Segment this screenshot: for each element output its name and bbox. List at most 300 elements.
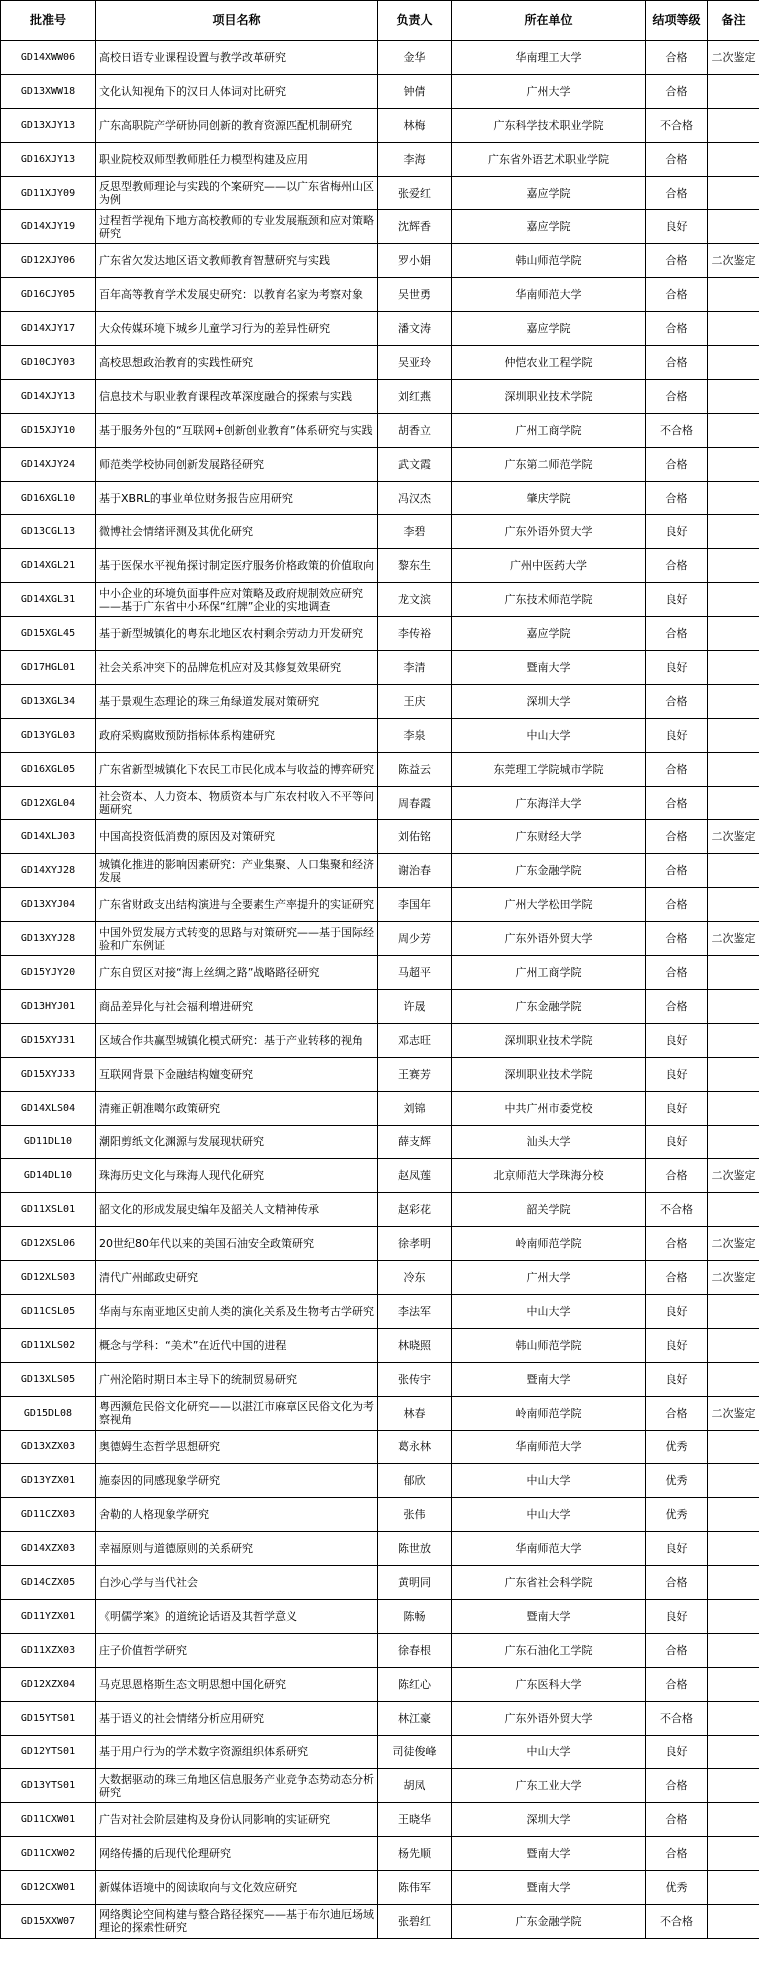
cell-approval-number: GD13XYJ04	[1, 888, 96, 922]
table-row	[1, 1464, 759, 1498]
cell-institution: 深圳职业技术学院	[452, 1057, 646, 1091]
cell-institution: 肇庆学院	[452, 481, 646, 515]
cell-remarks	[708, 1871, 759, 1905]
cell-approval-number: GD14CZX05	[1, 1566, 96, 1600]
cell-leader: 刘佑铭	[378, 820, 452, 854]
cell-project-name: 奥德姆生态哲学思想研究	[96, 1430, 378, 1464]
table-row	[1, 1871, 759, 1905]
cell-grade: 良好	[646, 1057, 708, 1091]
cell-grade: 合格	[646, 244, 708, 278]
cell-institution: 汕头大学	[452, 1125, 646, 1159]
cell-project-name: 白沙心学与当代社会	[96, 1566, 378, 1600]
cell-approval-number: GD15XYJ31	[1, 1023, 96, 1057]
cell-leader: 谢治春	[378, 854, 452, 888]
cell-leader: 陈红心	[378, 1667, 452, 1701]
cell-remarks	[708, 312, 759, 346]
cell-approval-number: GD15XGL45	[1, 617, 96, 651]
cell-project-name: 城镇化推进的影响因素研究：产业集聚、人口集聚和经济发展	[96, 854, 378, 888]
table-row	[1, 1091, 759, 1125]
cell-remarks	[708, 1566, 759, 1600]
cell-project-name: 庄子价值哲学研究	[96, 1633, 378, 1667]
header-grade: 结项等级	[646, 1, 708, 41]
cell-leader: 林江豪	[378, 1701, 452, 1735]
table-row	[1, 1023, 759, 1057]
cell-approval-number: GD13XWW18	[1, 74, 96, 108]
cell-grade: 合格	[646, 74, 708, 108]
cell-remarks: 二次鉴定	[708, 41, 759, 75]
cell-project-name: 基于医保水平视角探讨制定医疗服务价格政策的价值取向	[96, 549, 378, 583]
cell-grade: 良好	[646, 1362, 708, 1396]
cell-remarks	[708, 1532, 759, 1566]
cell-institution: 韩山师范学院	[452, 244, 646, 278]
cell-leader: 胡香立	[378, 413, 452, 447]
cell-institution: 广州大学松田学院	[452, 888, 646, 922]
cell-approval-number: GD11XJY09	[1, 176, 96, 210]
cell-project-name: 反思型教师理论与实践的个案研究——以广东省梅州山区为例	[96, 176, 378, 210]
cell-project-name: 广东省财政支出结构演进与全要素生产率提升的实证研究	[96, 888, 378, 922]
cell-institution: 深圳职业技术学院	[452, 1023, 646, 1057]
cell-approval-number: GD11CSL05	[1, 1294, 96, 1328]
cell-project-name: 广州沦陷时期日本主导下的统制贸易研究	[96, 1362, 378, 1396]
cell-institution: 暨南大学	[452, 1837, 646, 1871]
cell-leader: 陈益云	[378, 752, 452, 786]
cell-remarks	[708, 108, 759, 142]
cell-leader: 邓志旺	[378, 1023, 452, 1057]
cell-leader: 葛永林	[378, 1430, 452, 1464]
cell-institution: 嘉应学院	[452, 176, 646, 210]
cell-institution: 广州大学	[452, 74, 646, 108]
cell-grade: 良好	[646, 583, 708, 617]
cell-institution: 岭南师范学院	[452, 1396, 646, 1430]
cell-grade: 合格	[646, 176, 708, 210]
table-row	[1, 1532, 759, 1566]
cell-project-name: 师范类学校协同创新发展路径研究	[96, 447, 378, 481]
cell-approval-number: GD14XGL31	[1, 583, 96, 617]
cell-leader: 吴世勇	[378, 278, 452, 312]
cell-leader: 钟倩	[378, 74, 452, 108]
cell-remarks	[708, 1701, 759, 1735]
cell-leader: 薛支辉	[378, 1125, 452, 1159]
cell-remarks	[708, 1057, 759, 1091]
cell-approval-number: GD12XLS03	[1, 1261, 96, 1295]
cell-project-name: 中小企业的环境负面事件应对策略及政府规制效应研究——基于广东省中小环保“红牌”企业的实地调查	[96, 583, 378, 617]
cell-grade: 合格	[646, 346, 708, 380]
cell-leader: 李碧	[378, 515, 452, 549]
cell-leader: 吴亚玲	[378, 346, 452, 380]
cell-institution: 嘉应学院	[452, 312, 646, 346]
cell-leader: 张碧红	[378, 1904, 452, 1938]
table-header	[1, 1, 759, 41]
cell-grade: 合格	[646, 41, 708, 75]
cell-project-name: 施泰因的同感现象学研究	[96, 1464, 378, 1498]
cell-institution: 华南师范大学	[452, 1532, 646, 1566]
cell-approval-number: GD11DL10	[1, 1125, 96, 1159]
table-row	[1, 854, 759, 888]
cell-approval-number: GD11CZX03	[1, 1498, 96, 1532]
cell-leader: 杨先顺	[378, 1837, 452, 1871]
cell-project-name: 大数据驱动的珠三角地区信息服务产业竞争态势动态分析研究	[96, 1769, 378, 1803]
cell-project-name: 基于XBRL的事业单位财务报告应用研究	[96, 481, 378, 515]
cell-approval-number: GD14XJY19	[1, 210, 96, 244]
table-row	[1, 1294, 759, 1328]
cell-project-name: 政府采购腐败预防指标体系构建研究	[96, 718, 378, 752]
table-row	[1, 820, 759, 854]
table-row	[1, 956, 759, 990]
cell-institution: 暨南大学	[452, 1362, 646, 1396]
cell-remarks	[708, 1837, 759, 1871]
table-row	[1, 1769, 759, 1803]
cell-project-name: 高校思想政治教育的实践性研究	[96, 346, 378, 380]
cell-remarks	[708, 379, 759, 413]
cell-remarks	[708, 956, 759, 990]
cell-institution: 广东技术师范学院	[452, 583, 646, 617]
cell-institution: 深圳大学	[452, 1803, 646, 1837]
cell-grade: 不合格	[646, 108, 708, 142]
table-row	[1, 1633, 759, 1667]
cell-institution: 中山大学	[452, 1498, 646, 1532]
table-row	[1, 244, 759, 278]
cell-approval-number: GD14XLJ03	[1, 820, 96, 854]
cell-approval-number: GD15XJY10	[1, 413, 96, 447]
cell-approval-number: GD11CXW02	[1, 1837, 96, 1871]
cell-remarks	[708, 74, 759, 108]
cell-institution: 广东石油化工学院	[452, 1633, 646, 1667]
cell-grade: 合格	[646, 684, 708, 718]
cell-project-name: 马克思恩格斯生态文明思想中国化研究	[96, 1667, 378, 1701]
cell-project-name: 信息技术与职业教育课程改革深度融合的探索与实践	[96, 379, 378, 413]
cell-approval-number: GD12CXW01	[1, 1871, 96, 1905]
cell-leader: 赵彩花	[378, 1193, 452, 1227]
cell-grade: 合格	[646, 820, 708, 854]
table-row	[1, 413, 759, 447]
table-row	[1, 684, 759, 718]
cell-approval-number: GD14XZX03	[1, 1532, 96, 1566]
table-row	[1, 481, 759, 515]
cell-remarks	[708, 1803, 759, 1837]
cell-remarks: 二次鉴定	[708, 820, 759, 854]
cell-project-name: 中国外贸发展方式转变的思路与对策研究——基于国际经验和广东例证	[96, 922, 378, 956]
cell-project-name: 高校日语专业课程设置与教学改革研究	[96, 41, 378, 75]
cell-leader: 张爱红	[378, 176, 452, 210]
cell-leader: 陈世放	[378, 1532, 452, 1566]
header-institution: 所在单位	[452, 1, 646, 41]
table-row	[1, 1159, 759, 1193]
cell-remarks	[708, 1498, 759, 1532]
table-row	[1, 718, 759, 752]
table-row	[1, 549, 759, 583]
cell-grade: 合格	[646, 447, 708, 481]
cell-grade: 合格	[646, 1667, 708, 1701]
cell-institution: 暨南大学	[452, 651, 646, 685]
cell-grade: 良好	[646, 210, 708, 244]
cell-remarks	[708, 1294, 759, 1328]
table-row	[1, 346, 759, 380]
cell-leader: 赵凤莲	[378, 1159, 452, 1193]
cell-leader: 罗小娟	[378, 244, 452, 278]
header-remarks: 备注	[708, 1, 759, 41]
table-row	[1, 41, 759, 75]
cell-leader: 徐春根	[378, 1633, 452, 1667]
cell-grade: 优秀	[646, 1871, 708, 1905]
cell-approval-number: GD16XGL05	[1, 752, 96, 786]
header-leader: 负责人	[378, 1, 452, 41]
cell-leader: 王庆	[378, 684, 452, 718]
cell-leader: 林春	[378, 1396, 452, 1430]
cell-grade: 优秀	[646, 1498, 708, 1532]
cell-approval-number: GD14XLS04	[1, 1091, 96, 1125]
cell-project-name: 广东省新型城镇化下农民工市民化成本与收益的博弈研究	[96, 752, 378, 786]
cell-project-name: 广东省欠发达地区语文教师教育智慧研究与实践	[96, 244, 378, 278]
cell-grade: 合格	[646, 481, 708, 515]
cell-remarks	[708, 176, 759, 210]
cell-institution: 广州大学	[452, 1261, 646, 1295]
cell-institution: 嘉应学院	[452, 617, 646, 651]
cell-leader: 李国年	[378, 888, 452, 922]
table-row	[1, 1701, 759, 1735]
cell-institution: 广东科学技术职业学院	[452, 108, 646, 142]
cell-approval-number: GD11CXW01	[1, 1803, 96, 1837]
cell-project-name: 广东高职院产学研协同创新的教育资源匹配机制研究	[96, 108, 378, 142]
cell-remarks	[708, 1464, 759, 1498]
cell-institution: 广东外语外贸大学	[452, 922, 646, 956]
table-row	[1, 1667, 759, 1701]
cell-institution: 广东财经大学	[452, 820, 646, 854]
cell-remarks	[708, 651, 759, 685]
cell-project-name: 基于景观生态理论的珠三角绿道发展对策研究	[96, 684, 378, 718]
cell-project-name: 20世纪80年代以来的美国石油安全政策研究	[96, 1227, 378, 1261]
cell-leader: 马超平	[378, 956, 452, 990]
cell-approval-number: GD15XYJ33	[1, 1057, 96, 1091]
cell-project-name: 基于服务外包的“互联网+创新创业教育”体系研究与实践	[96, 413, 378, 447]
table-row	[1, 1498, 759, 1532]
cell-remarks	[708, 989, 759, 1023]
cell-leader: 李清	[378, 651, 452, 685]
table-row	[1, 989, 759, 1023]
cell-grade: 合格	[646, 854, 708, 888]
cell-remarks	[708, 549, 759, 583]
cell-grade: 不合格	[646, 413, 708, 447]
table-row	[1, 1904, 759, 1938]
cell-approval-number: GD13XLS05	[1, 1362, 96, 1396]
cell-approval-number: GD11XZX03	[1, 1633, 96, 1667]
cell-approval-number: GD12XJY06	[1, 244, 96, 278]
cell-grade: 合格	[646, 549, 708, 583]
cell-project-name: 概念与学科：“美术”在近代中国的进程	[96, 1328, 378, 1362]
cell-approval-number: GD16XGL10	[1, 481, 96, 515]
cell-leader: 沈辉香	[378, 210, 452, 244]
table-row	[1, 1328, 759, 1362]
table-row	[1, 1599, 759, 1633]
table-row	[1, 210, 759, 244]
cell-project-name: 区域合作共赢型城镇化模式研究：基于产业转移的视角	[96, 1023, 378, 1057]
cell-institution: 嘉应学院	[452, 210, 646, 244]
cell-grade: 合格	[646, 142, 708, 176]
cell-grade: 合格	[646, 1633, 708, 1667]
cell-institution: 中共广州市委党校	[452, 1091, 646, 1125]
cell-institution: 广东外语外贸大学	[452, 515, 646, 549]
cell-approval-number: GD13XZX03	[1, 1430, 96, 1464]
table-row	[1, 1193, 759, 1227]
cell-institution: 暨南大学	[452, 1599, 646, 1633]
cell-approval-number: GD13XYJ28	[1, 922, 96, 956]
table-row	[1, 1227, 759, 1261]
table-row	[1, 379, 759, 413]
cell-approval-number: GD13XGL34	[1, 684, 96, 718]
table-row	[1, 1057, 759, 1091]
cell-approval-number: GD14XGL21	[1, 549, 96, 583]
cell-leader: 刘锦	[378, 1091, 452, 1125]
table-row	[1, 617, 759, 651]
cell-grade: 良好	[646, 1532, 708, 1566]
cell-approval-number: GD15XXW07	[1, 1904, 96, 1938]
cell-project-name: 百年高等教育学术发展史研究：以教育名家为考察对象	[96, 278, 378, 312]
table-row	[1, 1735, 759, 1769]
cell-project-name: 微博社会情绪评测及其优化研究	[96, 515, 378, 549]
cell-remarks	[708, 278, 759, 312]
cell-institution: 深圳大学	[452, 684, 646, 718]
cell-institution: 广东省外语艺术职业学院	[452, 142, 646, 176]
cell-approval-number: GD11YZX01	[1, 1599, 96, 1633]
cell-leader: 黎东生	[378, 549, 452, 583]
cell-approval-number: GD16CJY05	[1, 278, 96, 312]
cell-leader: 司徒俊峰	[378, 1735, 452, 1769]
cell-leader: 李泉	[378, 718, 452, 752]
cell-project-name: 基于新型城镇化的粤东北地区农村剩余劳动力开发研究	[96, 617, 378, 651]
cell-approval-number: GD13XJY13	[1, 108, 96, 142]
cell-remarks	[708, 786, 759, 820]
cell-project-name: 新媒体语境中的阅读取向与文化效应研究	[96, 1871, 378, 1905]
cell-remarks: 二次鉴定	[708, 922, 759, 956]
cell-project-name: 互联网背景下金融结构嬗变研究	[96, 1057, 378, 1091]
cell-approval-number: GD16XJY13	[1, 142, 96, 176]
cell-remarks	[708, 718, 759, 752]
table-row	[1, 651, 759, 685]
cell-approval-number: GD12XZX04	[1, 1667, 96, 1701]
cell-remarks	[708, 684, 759, 718]
cell-project-name: 基于语义的社会情绪分析应用研究	[96, 1701, 378, 1735]
cell-approval-number: GD17HGL01	[1, 651, 96, 685]
cell-leader: 张传宇	[378, 1362, 452, 1396]
cell-leader: 黄明同	[378, 1566, 452, 1600]
cell-institution: 华南师范大学	[452, 1430, 646, 1464]
table-row	[1, 74, 759, 108]
table-row	[1, 108, 759, 142]
cell-leader: 王赛芳	[378, 1057, 452, 1091]
cell-institution: 广州工商学院	[452, 413, 646, 447]
cell-approval-number: GD13HYJ01	[1, 989, 96, 1023]
cell-leader: 郁欣	[378, 1464, 452, 1498]
cell-project-name: 潮阳剪纸文化渊源与发展现状研究	[96, 1125, 378, 1159]
cell-approval-number: GD15DL08	[1, 1396, 96, 1430]
cell-remarks	[708, 515, 759, 549]
cell-remarks	[708, 1193, 759, 1227]
cell-grade: 合格	[646, 1261, 708, 1295]
cell-remarks: 二次鉴定	[708, 1159, 759, 1193]
cell-institution: 中山大学	[452, 1735, 646, 1769]
cell-institution: 仲恺农业工程学院	[452, 346, 646, 380]
cell-remarks	[708, 1769, 759, 1803]
cell-project-name: 中国高投资低消费的原因及对策研究	[96, 820, 378, 854]
cell-institution: 广州工商学院	[452, 956, 646, 990]
cell-remarks	[708, 617, 759, 651]
cell-institution: 广东金融学院	[452, 989, 646, 1023]
cell-approval-number: GD12XSL06	[1, 1227, 96, 1261]
cell-approval-number: GD14XJY13	[1, 379, 96, 413]
cell-grade: 良好	[646, 1735, 708, 1769]
cell-approval-number: GD14XWW06	[1, 41, 96, 75]
table-row	[1, 312, 759, 346]
header-approval-number: 批准号	[1, 1, 96, 41]
cell-leader: 武文霞	[378, 447, 452, 481]
table-row	[1, 142, 759, 176]
cell-grade: 合格	[646, 1227, 708, 1261]
cell-grade: 合格	[646, 1159, 708, 1193]
cell-project-name: 清雍正朝准噶尔政策研究	[96, 1091, 378, 1125]
table-row	[1, 752, 759, 786]
cell-grade: 良好	[646, 718, 708, 752]
cell-approval-number: GD13YTS01	[1, 1769, 96, 1803]
table-row	[1, 176, 759, 210]
cell-grade: 不合格	[646, 1193, 708, 1227]
cell-remarks	[708, 210, 759, 244]
cell-remarks	[708, 413, 759, 447]
cell-leader: 冷东	[378, 1261, 452, 1295]
cell-remarks	[708, 1904, 759, 1938]
cell-institution: 广东外语外贸大学	[452, 1701, 646, 1735]
cell-institution: 中山大学	[452, 1464, 646, 1498]
cell-leader: 周春霞	[378, 786, 452, 820]
cell-remarks	[708, 1023, 759, 1057]
table-row	[1, 1566, 759, 1600]
cell-project-name: 基于用户行为的学术数字资源组织体系研究	[96, 1735, 378, 1769]
cell-remarks	[708, 854, 759, 888]
cell-leader: 李传裕	[378, 617, 452, 651]
cell-institution: 韩山师范学院	[452, 1328, 646, 1362]
cell-leader: 林梅	[378, 108, 452, 142]
table-row	[1, 1430, 759, 1464]
table-row	[1, 1362, 759, 1396]
cell-leader: 周少芳	[378, 922, 452, 956]
cell-approval-number: GD10CJY03	[1, 346, 96, 380]
cell-project-name: 舍勒的人格现象学研究	[96, 1498, 378, 1532]
cell-grade: 合格	[646, 379, 708, 413]
cell-remarks	[708, 1667, 759, 1701]
cell-leader: 李海	[378, 142, 452, 176]
table-row	[1, 447, 759, 481]
cell-leader: 金华	[378, 41, 452, 75]
cell-institution: 北京师范大学珠海分校	[452, 1159, 646, 1193]
table-row	[1, 515, 759, 549]
cell-grade: 良好	[646, 515, 708, 549]
cell-leader: 李法军	[378, 1294, 452, 1328]
cell-institution: 暨南大学	[452, 1871, 646, 1905]
cell-institution: 华南理工大学	[452, 41, 646, 75]
cell-approval-number: GD14XYJ28	[1, 854, 96, 888]
cell-approval-number: GD14XJY17	[1, 312, 96, 346]
cell-leader: 陈伟军	[378, 1871, 452, 1905]
cell-approval-number: GD12YTS01	[1, 1735, 96, 1769]
cell-leader: 林晓照	[378, 1328, 452, 1362]
cell-approval-number: GD13CGL13	[1, 515, 96, 549]
table-row	[1, 922, 759, 956]
cell-institution: 中山大学	[452, 718, 646, 752]
cell-remarks	[708, 142, 759, 176]
cell-leader: 龙文滨	[378, 583, 452, 617]
cell-institution: 深圳职业技术学院	[452, 379, 646, 413]
table-row	[1, 583, 759, 617]
cell-grade: 合格	[646, 1566, 708, 1600]
cell-grade: 良好	[646, 1125, 708, 1159]
